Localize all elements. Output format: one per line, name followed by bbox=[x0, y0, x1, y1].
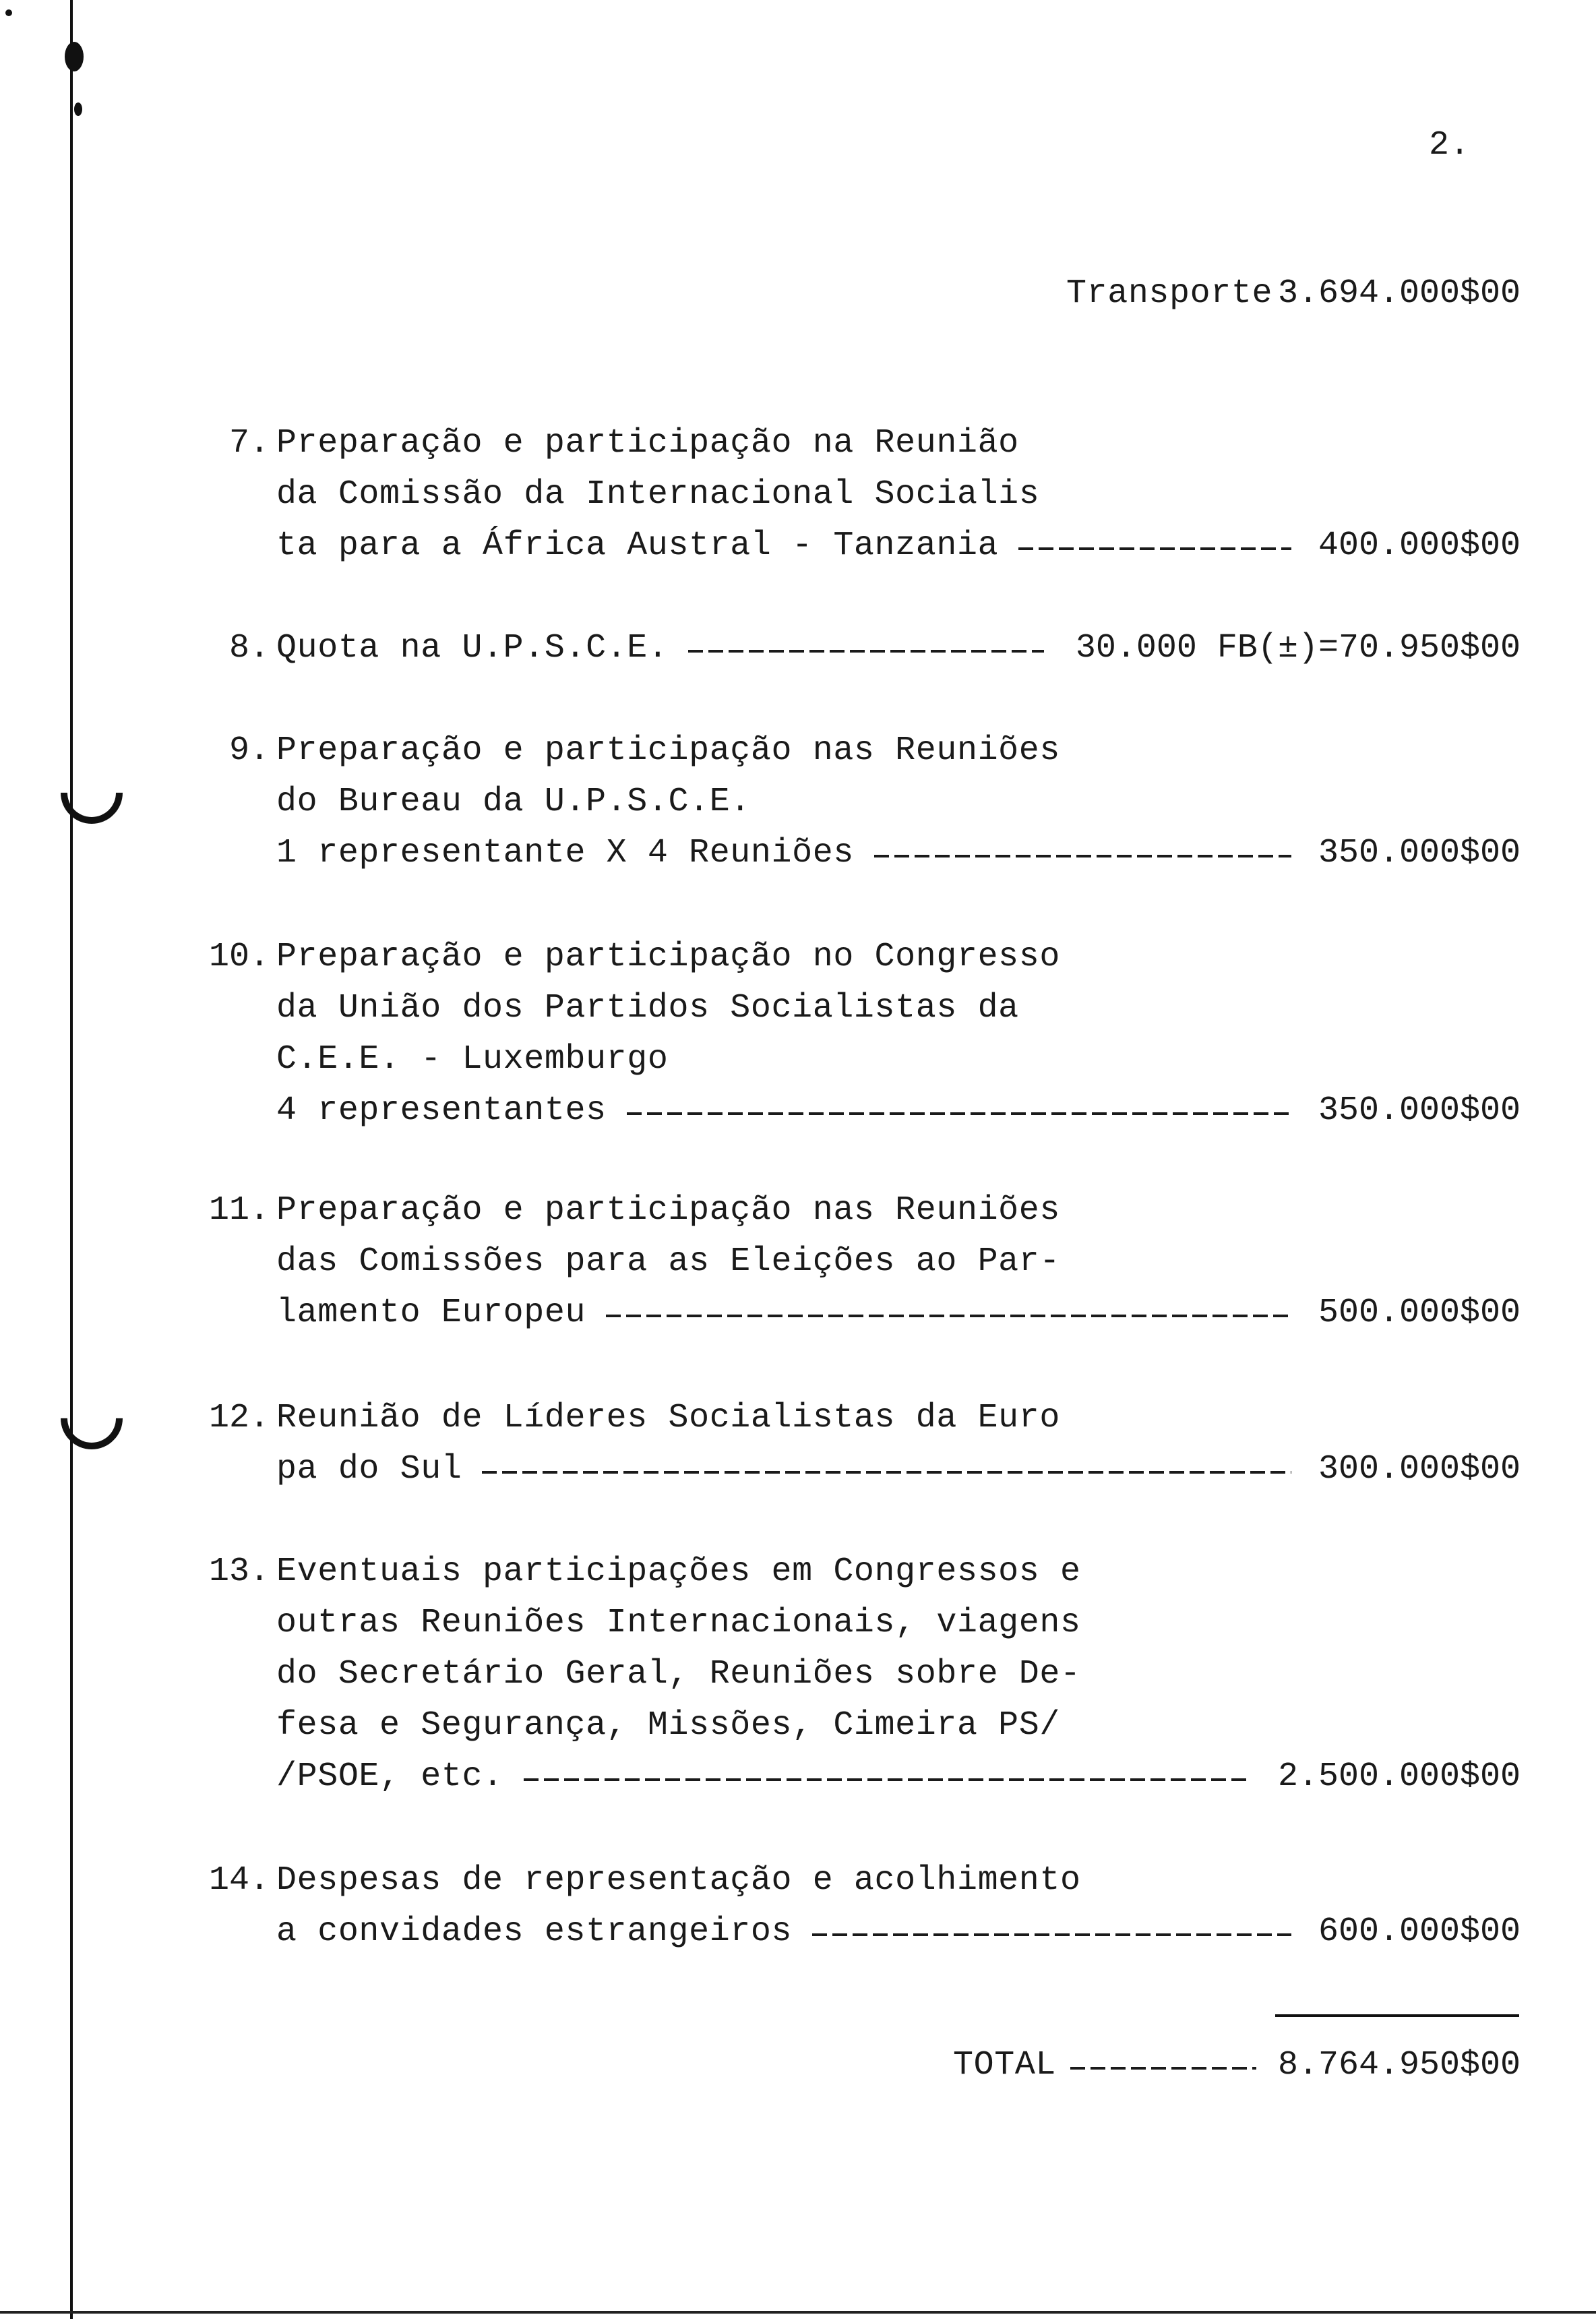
total-amount: 8.764.950$00 bbox=[1277, 2046, 1521, 2084]
item-text-line: do Secretário Geral, Reuniões sobre De- bbox=[276, 1655, 1081, 1693]
transport-line bbox=[0, 268, 1596, 320]
item-number: 8. bbox=[228, 629, 270, 667]
item-text-line: C.E.E. - Luxemburgo bbox=[276, 1040, 669, 1079]
item-text-line: a convidades estrangeiros bbox=[276, 1913, 793, 1951]
item-text-line: Despesas de representação e acolhimento bbox=[276, 1861, 1081, 1900]
item-text-line: pa do Sul bbox=[276, 1450, 462, 1488]
item-number: 13. bbox=[208, 1553, 270, 1591]
speck-mark bbox=[5, 9, 12, 16]
item-text-line: do Bureau da U.P.S.C.E. bbox=[276, 783, 751, 821]
item-amount: 300.000$00 bbox=[1318, 1450, 1521, 1488]
transport-amount: 3.694.000$00 bbox=[1277, 274, 1521, 313]
item-number: 7. bbox=[228, 424, 270, 462]
item-leader bbox=[1018, 547, 1291, 550]
item-leader bbox=[688, 650, 1043, 653]
total-line bbox=[0, 2040, 1596, 2091]
item-text-line: Quota na U.P.S.C.E. bbox=[276, 629, 669, 667]
page-number: 2. bbox=[1429, 126, 1471, 164]
item-number: 11. bbox=[208, 1191, 270, 1230]
item-amount: 400.000$00 bbox=[1318, 526, 1521, 565]
item-number: 10. bbox=[208, 938, 270, 976]
item-amount: 350.000$00 bbox=[1318, 1091, 1521, 1130]
item-leader bbox=[606, 1315, 1291, 1317]
staple-mark bbox=[48, 749, 135, 837]
item-leader bbox=[524, 1778, 1250, 1781]
item-leader bbox=[812, 1933, 1291, 1936]
item-number: 12. bbox=[208, 1399, 270, 1437]
punch-hole-mark bbox=[65, 42, 84, 71]
item-text-line: da União dos Partidos Socialistas da bbox=[276, 989, 1019, 1027]
item-text-line: Preparação e participação na Reunião bbox=[276, 424, 1019, 462]
item-leader bbox=[874, 855, 1291, 857]
item-number: 14. bbox=[208, 1861, 270, 1900]
item-text-line: Preparação e participação nas Reuniões bbox=[276, 1191, 1060, 1230]
item-amount: 30.000 FB(±)=70.950$00 bbox=[1075, 629, 1521, 667]
item-text-line: fesa e Segurança, Missões, Cimeira PS/ bbox=[276, 1706, 1060, 1745]
item-text-line: outras Reuniões Internacionais, viagens bbox=[276, 1604, 1081, 1642]
item-text-line: Preparação e participação no Congresso bbox=[276, 938, 1060, 976]
item-text-line: 4 representantes bbox=[276, 1091, 607, 1130]
item-text-line: 1 representante X 4 Reuniões bbox=[276, 834, 854, 872]
item-number: 9. bbox=[228, 731, 270, 770]
item-amount: 500.000$00 bbox=[1318, 1294, 1521, 1332]
item-amount: 350.000$00 bbox=[1318, 834, 1521, 872]
item-text-line: das Comissões para as Eleições ao Par- bbox=[276, 1242, 1060, 1281]
item-amount: 2.500.000$00 bbox=[1277, 1757, 1521, 1796]
bottom-edge-line bbox=[0, 2311, 1596, 2314]
binding-line bbox=[70, 0, 73, 2319]
punch-hole-mark-small bbox=[74, 102, 82, 116]
item-text-line: Preparação e participação nas Reuniões bbox=[276, 731, 1060, 770]
staple-mark bbox=[48, 1375, 135, 1462]
item-text-line: Eventuais participações em Congressos e bbox=[276, 1553, 1081, 1591]
transport-label: Transporte bbox=[1066, 274, 1273, 313]
total-rule bbox=[1275, 2014, 1519, 2017]
item-leader bbox=[627, 1112, 1291, 1115]
item-text-line: da Comissão da Internacional Socialis bbox=[276, 475, 1040, 514]
item-text-line: lamento Europeu bbox=[276, 1294, 586, 1332]
total-label: TOTAL bbox=[953, 2046, 1057, 2084]
total-leader bbox=[1070, 2067, 1256, 2070]
item-text-line: Reunião de Líderes Socialistas da Euro bbox=[276, 1399, 1060, 1437]
item-text-line: ta para a África Austral - Tanzania bbox=[276, 526, 999, 565]
item-leader bbox=[482, 1471, 1291, 1474]
item-text-line: /PSOE, etc. bbox=[276, 1757, 503, 1796]
item-amount: 600.000$00 bbox=[1318, 1913, 1521, 1951]
